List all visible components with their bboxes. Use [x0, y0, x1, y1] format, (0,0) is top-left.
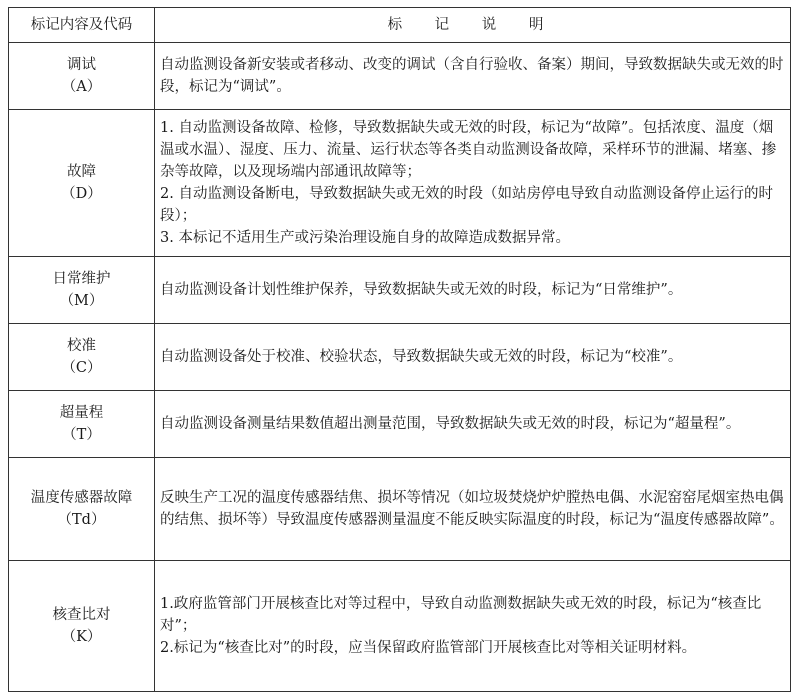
marking-description-cell — [155, 561, 791, 692]
description-line: 3. 本标记不适用生产或污染治理设施自身的故障造成数据异常。 — [160, 230, 570, 246]
description-line: 2.标记为“核查比对”的时段，应当保留政府监管部门开展核查比对等相关证明材料。 — [160, 640, 697, 656]
marking-table-document — [8, 7, 791, 675]
marking-description-cell — [155, 391, 791, 458]
marking-name: 日常维护 — [52, 271, 111, 287]
header-marking-description: 标 记 说 明 — [155, 8, 791, 43]
marking-code: （K） — [61, 629, 102, 645]
marking-label-cell — [9, 43, 155, 110]
marking-name: 温度传感器故障 — [30, 490, 133, 506]
description-line: 1. 自动监测设备故障、检修，导致数据缺失或无效的时段，标记为“故障”。包括浓度、温度（烟温或水温）、湿度、压力、流量、运行状态等各类自动监测设备故障，采样环节的泄漏、堵塞、掺杂等故障，以及现场端内部通讯故障等； — [160, 120, 777, 180]
table-row-verification — [9, 561, 791, 692]
marking-code: （M） — [59, 293, 104, 309]
description-line: 自动监测设备测量结果数值超出测量范围，导致数据缺失或无效的时段，标记为“超量程”。 — [160, 416, 741, 432]
description-line: 自动监测设备计划性维护保养，导致数据缺失或无效的时段，标记为“日常维护”。 — [160, 282, 683, 298]
marking-label-cell — [9, 257, 155, 324]
marking-code: （Td） — [57, 512, 106, 528]
marking-label-cell — [9, 110, 155, 257]
header-marking-code: 标记内容及代码 — [9, 8, 155, 43]
table-row-maintenance — [9, 257, 791, 324]
marking-description-cell — [155, 257, 791, 324]
marking-name: 调试 — [67, 57, 96, 73]
marking-name: 校准 — [67, 338, 96, 354]
description-line: 反映生产工况的温度传感器结焦、损坏等情况（如垃圾焚烧炉炉膛热电偶、水泥窑窑尾烟室热电偶的结焦、损坏等）导致温度传感器测量温度不能反映实际温度的时段，标记为“温度传感器故障”。 — [160, 490, 784, 528]
marking-code-table — [8, 7, 791, 692]
marking-description-cell — [155, 458, 791, 561]
table-row-over-range — [9, 391, 791, 458]
table-header-row — [9, 8, 791, 43]
table-row-calibration — [9, 324, 791, 391]
marking-label-cell — [9, 391, 155, 458]
description-line: 2. 自动监测设备断电，导致数据缺失或无效的时段（如站房停电导致自动监测设备停止运行的时段）； — [160, 186, 773, 224]
marking-name: 核查比对 — [52, 607, 111, 623]
marking-name: 故障 — [67, 164, 96, 180]
description-line: 1.政府监管部门开展核查比对等过程中，导致自动监测数据缺失或无效的时段，标记为“核查比对”； — [160, 596, 762, 634]
marking-description-cell — [155, 110, 791, 257]
marking-name: 超量程 — [59, 405, 104, 421]
table-row-temperature-sensor-fault — [9, 458, 791, 561]
marking-description-cell — [155, 324, 791, 391]
table-row-debug — [9, 43, 791, 110]
description-line: 自动监测设备新安装或者移动、改变的调试（含自行验收、备案）期间，导致数据缺失或无效的时段，标记为“调试”。 — [160, 57, 784, 95]
marking-code: （D） — [61, 186, 102, 202]
marking-label-cell — [9, 561, 155, 692]
marking-code: （A） — [61, 79, 102, 95]
marking-code: （C） — [61, 360, 102, 376]
marking-label-cell — [9, 458, 155, 561]
marking-label-cell — [9, 324, 155, 391]
marking-description-cell — [155, 43, 791, 110]
table-row-fault — [9, 110, 791, 257]
description-line: 自动监测设备处于校准、校验状态，导致数据缺失或无效的时段，标记为“校准”。 — [160, 349, 683, 365]
marking-code: （T） — [62, 427, 101, 443]
